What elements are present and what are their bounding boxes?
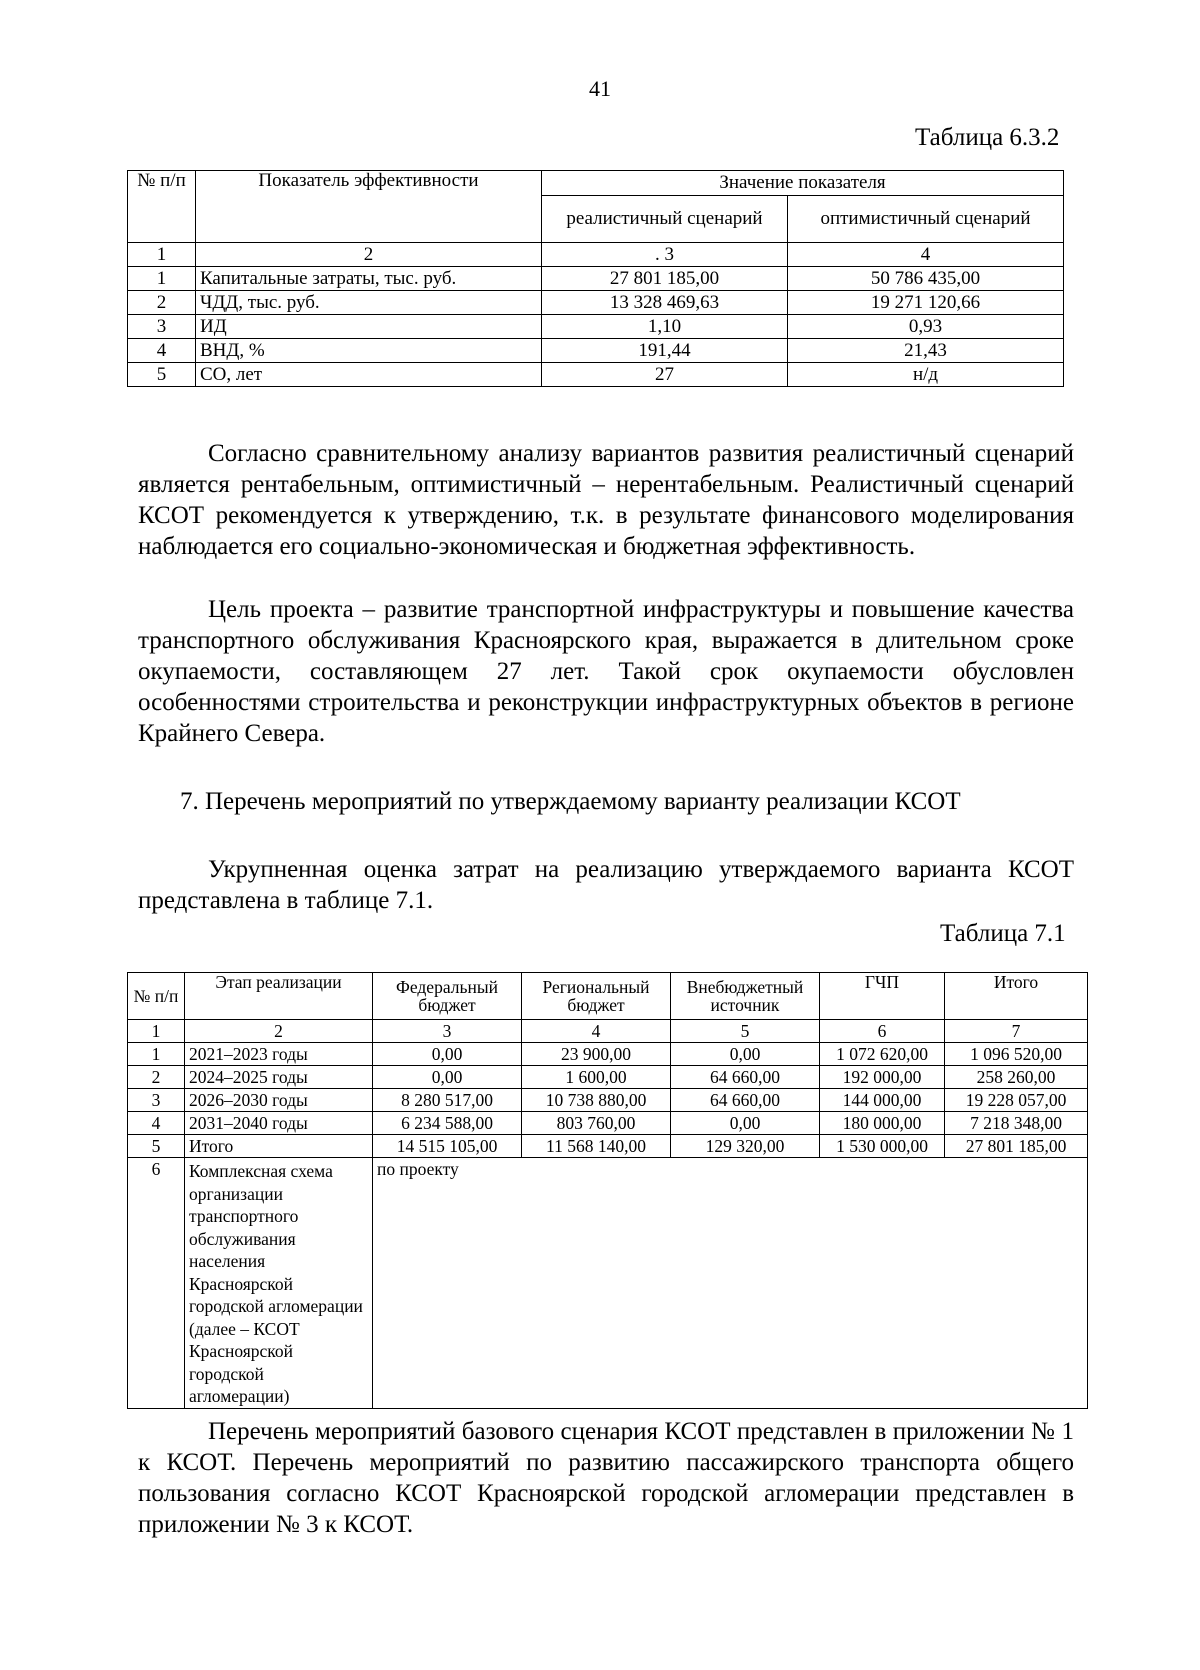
table-cell: 1 096 520,00 bbox=[945, 1043, 1088, 1066]
table-cell: 1 072 620,00 bbox=[820, 1043, 945, 1066]
table-cell: 192 000,00 bbox=[820, 1066, 945, 1089]
table-cell: 2021–2023 годы bbox=[185, 1043, 373, 1066]
table-row bbox=[128, 1066, 1088, 1089]
table-6-3-2-caption: Таблица 6.3.2 bbox=[915, 124, 1060, 151]
column-header-value-group: Значение показателя bbox=[542, 171, 1064, 196]
column-header-realistic: реалистичный сценарий bbox=[542, 196, 788, 243]
table-cell: 19 228 057,00 bbox=[945, 1089, 1088, 1112]
table-cell: Капитальные затраты, тыс. руб. bbox=[196, 267, 542, 291]
table-cell: 64 660,00 bbox=[671, 1089, 820, 1112]
table-cell: 0,00 bbox=[671, 1112, 820, 1135]
table-cell: 3 bbox=[128, 315, 196, 339]
column-header-extrabudget: Внебюджетный источник bbox=[671, 973, 820, 1020]
table-cell: 19 271 120,66 bbox=[788, 291, 1064, 315]
table-cell: н/д bbox=[788, 363, 1064, 387]
table-cell: 1 600,00 bbox=[522, 1066, 671, 1089]
section-heading: 7. Перечень мероприятий по утверждаемому варианту реализации КСОТ bbox=[180, 788, 961, 815]
table-row bbox=[128, 339, 1064, 363]
table-cell: 3 bbox=[128, 1089, 185, 1112]
table-row bbox=[128, 1112, 1088, 1135]
column-header-indicator: Показатель эффективности bbox=[196, 171, 542, 243]
table-row bbox=[128, 1158, 1088, 1409]
table-index-row bbox=[128, 1020, 1088, 1043]
column-header-ppp: ГЧП bbox=[820, 973, 945, 1020]
table-cell: 10 738 880,00 bbox=[522, 1089, 671, 1112]
table-7-1-caption: Таблица 7.1 bbox=[940, 920, 1066, 947]
table-row bbox=[128, 267, 1064, 291]
efficiency-table bbox=[127, 170, 1064, 387]
table-cell: 6 bbox=[820, 1020, 945, 1043]
table-header-row bbox=[128, 171, 1064, 196]
table-cell: ИД bbox=[196, 315, 542, 339]
cost-table bbox=[127, 972, 1088, 1409]
table-cell: 13 328 469,63 bbox=[542, 291, 788, 315]
column-header-stage: Этап реализации bbox=[185, 973, 373, 1020]
table-cell: Итого bbox=[185, 1135, 373, 1158]
table-cell: 191,44 bbox=[542, 339, 788, 363]
table-row bbox=[128, 1089, 1088, 1112]
table-cell: 2 bbox=[185, 1020, 373, 1043]
table-cell: 1 bbox=[128, 267, 196, 291]
table-cell: 8 280 517,00 bbox=[373, 1089, 522, 1112]
column-header-number: № п/п bbox=[128, 171, 196, 243]
table-cell: 1 bbox=[128, 243, 196, 267]
table-cell: 27 801 185,00 bbox=[542, 267, 788, 291]
paragraph-appendices: Перечень мероприятий базового сценария КСОТ представлен в приложении № 1 к КСОТ. Перечень мероприятий по развитию пассажирского транспорта общего пользования согласно КСОТ Красноярской городской агломерации представлен в приложении № 3 к КСОТ. bbox=[138, 1418, 1074, 1538]
table-cell: 2 bbox=[128, 291, 196, 315]
table-cell: 2031–2040 годы bbox=[185, 1112, 373, 1135]
column-header-federal: Федеральный бюджет bbox=[373, 973, 522, 1020]
table-cell: 2 bbox=[196, 243, 542, 267]
table-cell: 5 bbox=[128, 1135, 185, 1158]
table-cell: 14 515 105,00 bbox=[373, 1135, 522, 1158]
table-cell: 7 218 348,00 bbox=[945, 1112, 1088, 1135]
table-cell: 0,00 bbox=[373, 1043, 522, 1066]
table-cell: 1 530 000,00 bbox=[820, 1135, 945, 1158]
column-header-regional: Региональный бюджет bbox=[522, 973, 671, 1020]
table-cell: 7 bbox=[945, 1020, 1088, 1043]
table-cell: СО, лет bbox=[196, 363, 542, 387]
table-cell: 11 568 140,00 bbox=[522, 1135, 671, 1158]
table-cell: 4 bbox=[128, 1112, 185, 1135]
table-cell: 1 bbox=[128, 1020, 185, 1043]
table-row bbox=[128, 291, 1064, 315]
table-cell: 5 bbox=[671, 1020, 820, 1043]
table-cell: 50 786 435,00 bbox=[788, 267, 1064, 291]
paragraph-project-goal: Цель проекта – развитие транспортной инфраструктуры и повышение качества транспортного обслуживания Красноярского края, выражается в длительном сроке окупаемости, составляющем 27 лет. Такой срок окупаемости обусловлен особенностями строительства и реконструкции инфраструктурных объектов в регионе Крайнего Севера. bbox=[138, 596, 1074, 747]
table-cell: . 3 bbox=[542, 243, 788, 267]
table-row bbox=[128, 1043, 1088, 1066]
table-cell: 258 260,00 bbox=[945, 1066, 1088, 1089]
table-cell: 0,00 bbox=[671, 1043, 820, 1066]
table-cell: 144 000,00 bbox=[820, 1089, 945, 1112]
table-cell: 64 660,00 bbox=[671, 1066, 820, 1089]
column-header-number: № п/п bbox=[128, 973, 185, 1020]
table-cell: 4 bbox=[128, 339, 196, 363]
table-cell: 23 900,00 bbox=[522, 1043, 671, 1066]
table-cell: Комплексная схема организации транспортного обслуживания населения Красноярской городской агломерации (далее – КСОТ Красноярской городской агломерации) bbox=[185, 1158, 373, 1409]
table-index-row bbox=[128, 243, 1064, 267]
table-cell: по проекту bbox=[373, 1158, 1088, 1409]
paragraph-cost-estimate: Укрупненная оценка затрат на реализацию утверждаемого варианта КСОТ представлена в таблице 7.1. bbox=[138, 856, 1074, 914]
table-cell: 6 234 588,00 bbox=[373, 1112, 522, 1135]
table-cell: 6 bbox=[128, 1158, 185, 1409]
table-cell: 2026–2030 годы bbox=[185, 1089, 373, 1112]
paragraph-comparison: Согласно сравнительному анализу вариантов развития реалистичный сценарий является рентабельным, оптимистичный – нерентабельным. Реалистичный сценарий КСОТ рекомендуется к утверждению, т.к. в результате финансового моделирования наблюдается его социально-экономическая и бюджетная эффективность. bbox=[138, 440, 1074, 560]
table-cell: 27 801 185,00 bbox=[945, 1135, 1088, 1158]
table-cell: 21,43 bbox=[788, 339, 1064, 363]
page-number: 41 bbox=[589, 76, 611, 101]
table-cell: 803 760,00 bbox=[522, 1112, 671, 1135]
table-cell: 2024–2025 годы bbox=[185, 1066, 373, 1089]
table-header-row bbox=[128, 973, 1088, 1020]
table-cell: 1 bbox=[128, 1043, 185, 1066]
table-cell: 4 bbox=[788, 243, 1064, 267]
column-header-total: Итого bbox=[945, 973, 1088, 1020]
table-cell: 1,10 bbox=[542, 315, 788, 339]
table-cell: 129 320,00 bbox=[671, 1135, 820, 1158]
table-cell: 2 bbox=[128, 1066, 185, 1089]
table-cell: 5 bbox=[128, 363, 196, 387]
table-row bbox=[128, 315, 1064, 339]
table-cell: 0,00 bbox=[373, 1066, 522, 1089]
table-cell: 3 bbox=[373, 1020, 522, 1043]
table-cell: 0,93 bbox=[788, 315, 1064, 339]
table-cell: ЧДД, тыс. руб. bbox=[196, 291, 542, 315]
table-row bbox=[128, 1135, 1088, 1158]
table-cell: 4 bbox=[522, 1020, 671, 1043]
table-cell: ВНД, % bbox=[196, 339, 542, 363]
table-row bbox=[128, 363, 1064, 387]
table-cell: 27 bbox=[542, 363, 788, 387]
column-header-optimistic: оптимистичный сценарий bbox=[788, 196, 1064, 243]
table-cell: 180 000,00 bbox=[820, 1112, 945, 1135]
